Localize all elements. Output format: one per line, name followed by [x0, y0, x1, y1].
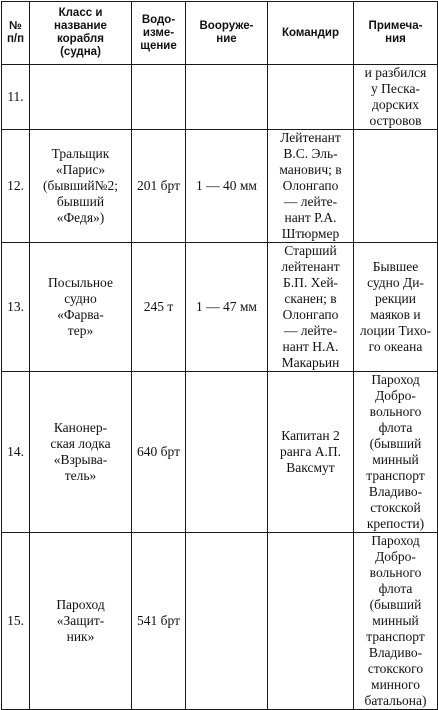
row-armament: [186, 533, 268, 710]
cell-line: — лейте-: [283, 194, 338, 209]
cell-line: (бывший: [369, 597, 422, 612]
row-commander: [268, 243, 354, 372]
row-armament: [186, 372, 268, 533]
cell-line: судно: [64, 291, 97, 306]
cell-line: стокской: [370, 500, 421, 515]
cell-line: ская лодка: [50, 436, 111, 451]
header-commander: [268, 2, 354, 65]
cell-line: Макарьин: [281, 355, 340, 370]
cell-line: (бывший: [369, 436, 422, 451]
cell-line: корабля: [57, 33, 104, 45]
cell-line: п/п: [6, 33, 25, 45]
cell-line: Штюрмер: [281, 226, 340, 241]
table-row: [2, 243, 438, 372]
cell-line: Тральщик: [51, 146, 110, 161]
header-notes: [354, 2, 438, 65]
cell-line: минный: [372, 452, 419, 467]
cell-line: минного: [371, 677, 420, 692]
cell-line: Добро-: [375, 549, 416, 564]
cell-line: вольного: [369, 404, 422, 419]
cell-line: сканен; в: [284, 291, 337, 306]
cell-line: вольного: [369, 565, 422, 580]
row-num: 15.: [2, 533, 30, 710]
row-num: 12.: [2, 130, 30, 243]
row-commander: [268, 130, 354, 243]
row-notes: [354, 533, 438, 710]
cell-line: Вооруже-: [199, 20, 254, 32]
cell-line: Пароход: [56, 597, 105, 612]
header-displacement: [132, 2, 186, 65]
cell-line: стокского: [367, 661, 424, 676]
row-commander: [268, 65, 354, 130]
cell-line: Пароход: [371, 533, 420, 548]
cell-line: щение: [140, 39, 177, 52]
row-num: 13.: [2, 243, 30, 372]
row-commander: [268, 372, 354, 533]
cell-line: дорских: [372, 97, 419, 112]
cell-line: флота: [378, 420, 413, 435]
row-ship-name: [30, 372, 132, 533]
cell-line: Пароход: [371, 372, 420, 387]
cell-line: батальона): [364, 693, 427, 708]
table-row: [2, 65, 438, 130]
row-notes: [354, 372, 438, 533]
cell-line: (судна): [60, 46, 101, 58]
cell-line: Добро-: [375, 388, 416, 403]
cell-line: название: [54, 20, 107, 32]
cell-line: Командир: [282, 26, 339, 39]
cell-line: «Защит-: [56, 613, 105, 628]
cell-line: и разбился: [364, 65, 427, 80]
cell-line: «Фарва-: [57, 307, 104, 322]
cell-line: транспорт: [366, 629, 425, 644]
cell-line: лейтенант: [281, 259, 340, 274]
cell-line: измe-: [142, 26, 175, 39]
cell-line: В.С. Эль-: [283, 146, 338, 161]
cell-line: Ваксмут: [286, 460, 335, 475]
cell-line: го океана: [368, 339, 423, 354]
cell-line: Олонгапо: [282, 178, 339, 193]
cell-line: лоции Тихо-: [359, 323, 432, 338]
cell-line: «Парис»: [55, 162, 106, 177]
cell-line: ния: [385, 33, 406, 45]
cell-line: Б.П. Хей-: [282, 275, 339, 290]
cell-line: Олонгапо: [282, 307, 339, 322]
cell-line: судно Ди-: [367, 275, 424, 290]
cell-line: Водо-: [141, 13, 176, 26]
cell-line: минный: [372, 613, 419, 628]
table-row: [2, 130, 438, 243]
cell-line: тель»: [64, 468, 97, 483]
row-notes: [354, 65, 438, 130]
row-ship-name: [30, 130, 132, 243]
row-armament: 1 — 47 мм: [186, 243, 268, 372]
cell-line: рекции: [375, 291, 416, 306]
row-displacement: 541 брт: [132, 533, 186, 710]
cell-line: Бывшее: [372, 259, 419, 274]
header-armament: [186, 2, 268, 65]
row-displacement: 245 т: [132, 243, 186, 372]
cell-line: Класс и: [58, 7, 103, 19]
row-notes: [354, 130, 438, 243]
row-num: 11.: [2, 65, 30, 130]
cell-line: островов: [369, 113, 422, 128]
row-num: 14.: [2, 372, 30, 533]
cell-line: у Песка-: [370, 81, 421, 96]
cell-line: «Федя»): [56, 210, 105, 225]
row-displacement: 201 брт: [132, 130, 186, 243]
cell-line: крепости): [366, 516, 425, 531]
cell-line: тер»: [67, 323, 94, 338]
row-notes: [354, 243, 438, 372]
row-displacement: [132, 65, 186, 130]
row-ship-name: [30, 533, 132, 710]
cell-line: Старший: [284, 243, 337, 258]
cell-line: №: [9, 20, 22, 32]
cell-line: ние: [216, 33, 237, 45]
cell-line: ник»: [66, 629, 95, 644]
cell-line: «Взрыва-: [53, 452, 108, 467]
header-num: [2, 2, 30, 65]
row-armament: [186, 65, 268, 130]
cell-line: манович; в: [279, 162, 342, 177]
cell-line: маяков и: [370, 307, 421, 322]
row-displacement: 640 брт: [132, 372, 186, 533]
table-row: [2, 533, 438, 710]
cell-line: Лейтенант: [280, 130, 341, 145]
row-ship-name: [30, 65, 132, 130]
cell-line: нант Р.А.: [284, 210, 337, 225]
row-ship-name: [30, 243, 132, 372]
cell-line: Канонер-: [53, 420, 108, 435]
cell-line: — лейте-: [283, 323, 338, 338]
cell-line: Посыльное: [48, 275, 113, 290]
cell-line: (бывший№2;: [42, 178, 119, 193]
cell-line: Примеча-: [368, 20, 423, 32]
cell-line: Владиво-: [368, 484, 423, 499]
cell-line: бывший: [56, 194, 105, 209]
row-commander: [268, 533, 354, 710]
row-armament: 1 — 40 мм: [186, 130, 268, 243]
ships-table: [1, 1, 438, 710]
cell-line: Капитан 2: [281, 428, 340, 443]
cell-line: флота: [378, 581, 413, 596]
table-header-row: [2, 2, 438, 65]
header-name: [30, 2, 132, 65]
cell-line: нант Н.А.: [282, 339, 339, 354]
cell-line: транспорт: [366, 468, 425, 483]
cell-line: ранга А.П.: [279, 444, 342, 459]
cell-line: Владиво-: [368, 645, 423, 660]
table-row: [2, 372, 438, 533]
